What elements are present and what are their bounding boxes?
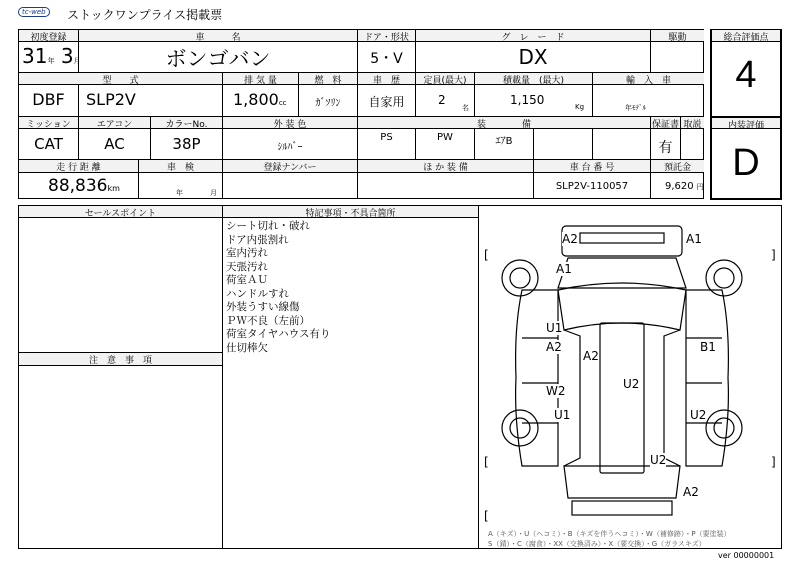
remark-item: 室内汚れ [226,247,268,259]
inspection-month-unit: 月 [210,189,217,197]
logo: tc-web [18,7,50,17]
equipment-item: PW [437,132,453,143]
doors-value: 5・V [370,51,403,67]
car-name-label: 車 名 [79,30,357,41]
overall-rating: 4 [735,54,757,96]
exterior-color-value: ｼﾙﾊﾞｰ [277,142,303,153]
model-label: 型 式 [19,73,222,84]
warranty-label: 保証書 [651,117,680,128]
remark-item: 荷室ＡＵ [226,274,268,286]
load-unit: Kg [575,103,585,111]
damage-mark: A1 [556,262,572,276]
manual-label: 取説 [681,117,704,128]
inspection-label: 車 検 [139,160,222,172]
mileage-unit: km [107,184,120,193]
first-reg-value [22,44,81,68]
first-reg-year-unit: 年 [47,57,55,65]
mission-label: ミッション [19,117,78,128]
version-label: ver 00000001 [718,551,775,560]
fuel-label: 燃 料 [299,73,357,84]
damage-mark: A1 [686,232,702,246]
mission-value: CAT [34,135,63,153]
mileage-label: 走 行 距 離 [19,160,138,172]
remark-item: 仕切棒欠 [226,341,268,354]
price-number: 9,620 [665,181,694,192]
remark-item: 荷室タイヤハウス有り [226,328,331,340]
car-diagram [480,218,780,528]
first-reg-month-unit: 月 [73,57,81,65]
exterior-color-label: 外 装 色 [223,117,357,128]
damage-mark: A2 [683,485,699,499]
color-no-value: 38P [172,135,201,153]
remark-item: 天張汚れ [226,260,268,273]
damage-mark: W2 [546,384,566,398]
drive-label: 駆動 [651,30,704,41]
displacement-label: 排 気 量 [223,73,298,84]
first-reg-month: 3 [60,44,74,68]
chassis-label: 車 台 番 号 [534,160,650,172]
damage-legend-line2: S（錆）・C（腐食）・XX（交換済み）・X（要交換）・G（ガラスキズ） [488,540,706,548]
damage-mark: U2 [623,377,640,391]
grade-value: DX [518,45,548,69]
plate-label: 登録ナンバー [223,160,357,172]
capacity-value: 2 [438,93,446,107]
damage-mark: U1 [554,408,571,422]
doors-label: ドア・形状 [358,30,415,41]
aircon-label: エアコン [79,117,150,128]
capacity-unit: 名 [462,104,469,112]
remark-item: シート切れ・破れ [226,220,310,232]
bracket: ] [771,248,776,262]
inspection-year-unit: 年 [176,189,183,197]
damage-mark: A2 [546,340,562,354]
damage-mark: U1 [546,321,563,335]
damage-mark: A2 [583,349,599,363]
displacement-unit: cc [278,99,287,107]
price-value [665,181,704,192]
remark-item: ドア内張割れ [226,233,289,246]
grade-label: グ レ ー ド [416,30,650,41]
equipment-item: ｴｱB [495,136,513,147]
aircon-value: AC [104,135,125,153]
sales-points-label: セールスポイント [19,206,222,217]
displacement-value [233,90,287,109]
import-note: 年ﾓﾃﾞﾙ [625,104,646,112]
chassis-value: SLP2V-110057 [555,181,629,192]
mileage-value [48,176,120,196]
car-name: ボンゴバン [165,47,271,71]
bracket: [ [484,248,489,262]
page-title: ストックワンプライス掲載票 [67,8,223,22]
model-prefix: DBF [32,90,65,109]
load-label: 積載量 (最大) [475,73,592,84]
price-unit: 円 [696,183,704,191]
equipment-item: PS [380,132,393,143]
bracket: [ [484,455,489,469]
remarks-label: 特記事項・不具合箇所 [223,206,478,217]
bracket: [ [484,509,489,523]
interior-rating: D [732,142,760,184]
damage-mark: U2 [690,408,707,422]
import-label: 輸 入 車 [593,73,704,84]
remark-item: 外装うすい線傷 [226,301,300,313]
color-no-label: カラーNo. [151,117,222,128]
damage-mark: A2 [562,232,578,246]
first-reg-year: 31 [22,44,48,68]
history-value: 自家用 [368,95,405,109]
bracket: ] [771,455,776,469]
remarks-list [226,220,330,355]
warranty-value: 有 [658,140,673,156]
fuel-value: ｶﾞｿﾘﾝ [315,98,341,109]
equipment-label: 装 備 [358,117,650,128]
damage-legend-line1: A（キズ）・U（ヘコミ）・B（キズを伴うヘコミ）・W（補修跡）・P（要塗装） [488,530,731,538]
price-label: 預託金 [651,160,704,172]
remark-item: ＰＷ不良（左前） [226,314,310,327]
damage-mark: U2 [650,453,667,467]
notes-label: 注 意 事 項 [19,353,222,365]
damage-mark: B1 [700,340,716,354]
overall-rating-label: 総合評価点 [712,30,780,41]
remark-item: ハンドルすれ [226,287,289,300]
load-value: 1,150 [510,93,545,107]
interior-rating-label: 内装評価 [712,118,780,128]
mileage-number: 88,836 [48,176,108,196]
history-label: 車 歴 [358,73,415,84]
model-value: SLP2V [86,90,136,109]
displacement-number: 1,800 [233,90,279,109]
capacity-label: 定員(最大) [416,73,474,84]
other-equipment-label: ほ か 装 備 [358,160,533,172]
first-reg-label: 初度登録 [19,30,78,41]
